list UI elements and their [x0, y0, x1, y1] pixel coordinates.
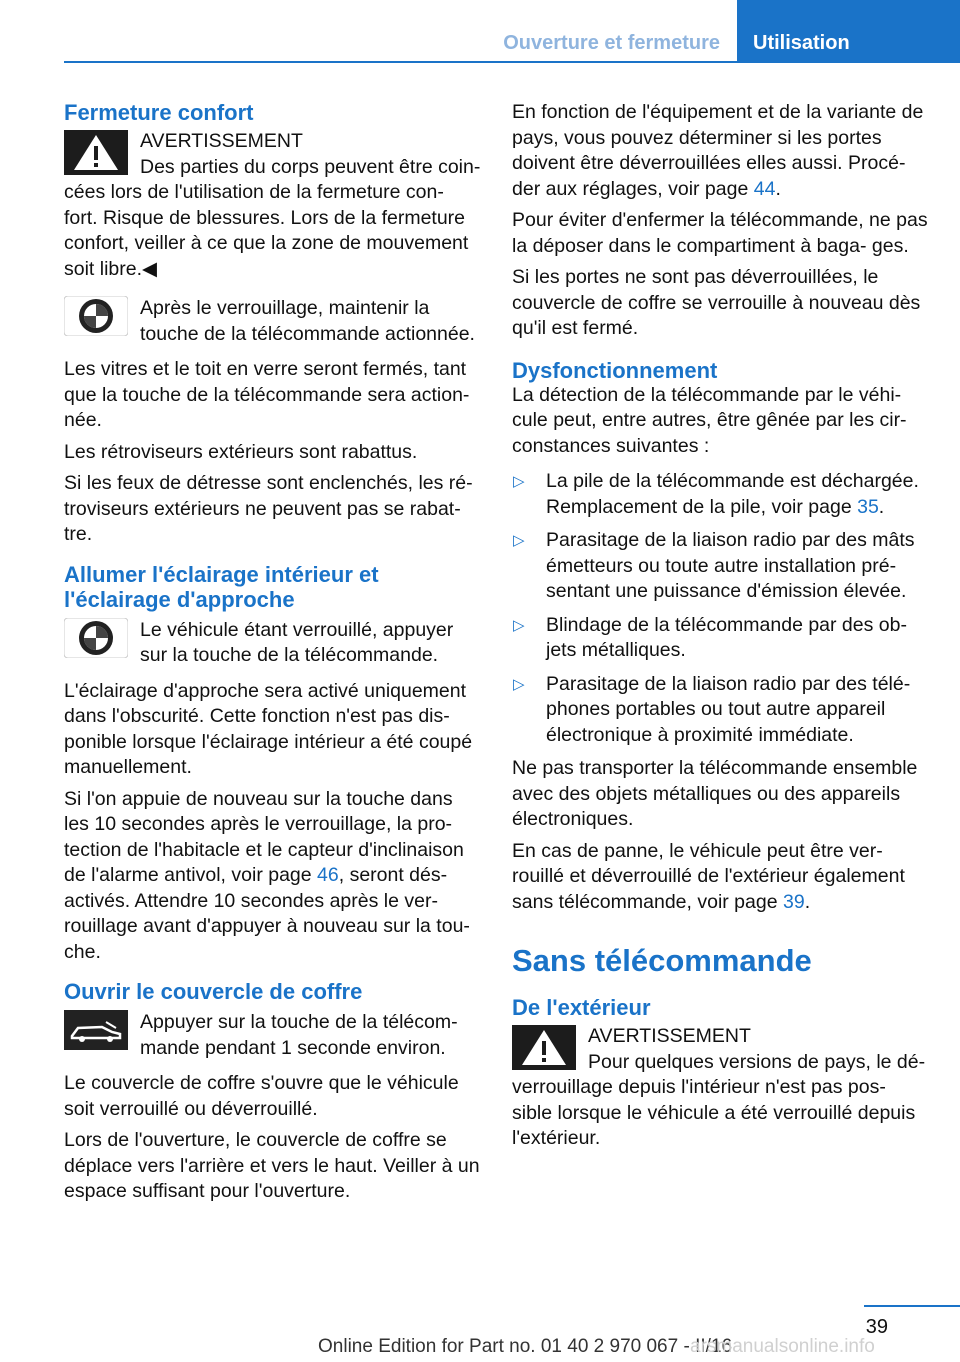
- warning-text-first-line: Des parties du corps peuvent être coin‐: [140, 155, 481, 178]
- paragraph: Si les feux de détresse sont enclenchés, les ré‐ troviseurs extérieurs ne peuvent pas se rabat‐ tre.: [64, 472, 473, 545]
- paragraph: Ne pas transporter la télécommande ensemble avec des objets métalliques ou des appareils électroniques.: [512, 757, 918, 830]
- list-item: [512, 469, 930, 520]
- warning-text: cées lors de l'utilisation de la fermeture con‐ fort. Risque de blessures. Lors de la fermeture confort, veiller à ce que la zone de mouvement soit libre.◀: [64, 181, 469, 280]
- list-item-text: .: [878, 495, 885, 518]
- warning-triangle-icon: [64, 130, 128, 175]
- warning-triangle-icon: [512, 1025, 576, 1070]
- paragraph: Si les portes ne sont pas déverrouillées, le couvercle de coffre se verrouille à nouveau dès qu'il est fermé.: [512, 266, 921, 339]
- page-number: 39: [865, 1316, 888, 1338]
- paragraph: Pour éviter d'enfermer la télécommande, ne pas la déposer dans le compartiment à baga‐ ges.: [512, 209, 928, 257]
- warning-text: verrouillage depuis l'intérieur n'est pas pos‐ sible lorsque le véhicule a été verrouillé depuis l'extérieur.: [512, 1076, 916, 1149]
- paragraph: Lors de l'ouverture, le couvercle de coffre se déplace vers l'arrière et vers le haut. Veiller à un espace suffisant pour l'ouverture.: [64, 1129, 480, 1202]
- list-item: [512, 528, 930, 605]
- paragraph: La détection de la télécommande par le véhi‐ cule peut, entre autres, être gênée par les cir‐ constances suivantes :: [512, 383, 907, 457]
- malfunction-list: [512, 469, 930, 748]
- heading-allumer-eclairage: Allumer l'éclairage intérieur et l'éclairage d'approche: [64, 561, 379, 612]
- bmw-logo-icon: [64, 618, 128, 658]
- heading-ouvrir-coffre: Ouvrir le couvercle de coffre: [64, 979, 363, 1004]
- paragraph: [64, 787, 482, 966]
- paragraph: [512, 100, 930, 202]
- list-item-text: Blindage de la télécommande par des ob‐ jets métalliques.: [546, 613, 907, 661]
- remote-instruction-3-text: Appuyer sur la touche de la télécom‐ mande pendant 1 seconde environ.: [140, 1011, 458, 1059]
- list-item: [512, 613, 930, 664]
- list-item-text: La pile de la télécommande est déchargée. Remplacement de la pile, voir page: [546, 470, 919, 518]
- header-chapter-tab: Utilisation: [737, 0, 960, 61]
- bullet-triangle-icon: ▷: [513, 675, 525, 693]
- remote-instruction-2-text: Le véhicule étant verrouillé, appuyer sur la touche de la télécommande.: [140, 618, 454, 666]
- page-link-44[interactable]: 44: [753, 177, 776, 200]
- paragraph: L'éclairage d'approche sera activé uniquement dans l'obscurité. Cette fonction n'est pas dis‐ ponible lorsque l'éclairage intérieur a été coupé manuellement.: [64, 679, 473, 778]
- remote-instruction-1: [64, 296, 482, 347]
- paragraph: Le couvercle de coffre s'ouvre que le véhicule soit verrouillé ou déverrouillé.: [64, 1072, 459, 1120]
- paragraph-text: En cas de panne, le véhicule peut être ver‐ rouillé et déverrouillé de l'extérieur également sans télécommande, voir page: [512, 839, 905, 913]
- warning-text-first-line: Pour quelques versions de pays, le dé‐: [588, 1050, 926, 1073]
- paragraph-text: , seront dés‐ activés. Attendre 10 secondes après le ver‐ rouillage avant d'appuyer à nouveau sur la tou‐ che.: [64, 864, 470, 963]
- page-link-46[interactable]: 46: [317, 864, 339, 886]
- left-column: [64, 100, 482, 1211]
- list-item-text: Parasitage de la liaison radio par des mâts émetteurs ou toute autre installation pré‐ sentant une puissance d'émission élevée.: [546, 529, 915, 602]
- paragraph-text: .: [775, 177, 781, 200]
- right-column: [512, 100, 930, 1158]
- warning-title: AVERTISSEMENT: [588, 1025, 751, 1047]
- remote-instruction-2: [64, 618, 482, 669]
- bmw-logo-icon: [64, 296, 128, 336]
- heading-sans-telecommande: Sans télécommande: [512, 943, 812, 978]
- paragraph-text: .: [804, 890, 811, 913]
- page-link-35[interactable]: 35: [857, 495, 879, 518]
- remote-instruction-1-text: Après le verrouillage, maintenir la touche de la télécommande actionnée.: [140, 297, 475, 345]
- bullet-triangle-icon: ▷: [513, 616, 525, 634]
- page-header: [0, 0, 960, 62]
- heading-dysfonctionnement: Dysfonctionnement: [512, 357, 718, 383]
- warning-block: [64, 129, 482, 180]
- heading-de-l-exterieur: De l'extérieur: [512, 995, 651, 1020]
- edition-footer: Online Edition for Part no. 01 40 2 970 067 - II/16: [318, 1336, 733, 1357]
- trunk-car-icon: [64, 1010, 128, 1050]
- heading-fermeture-confort: Fermeture confort: [64, 100, 254, 125]
- bullet-triangle-icon: ▷: [513, 532, 525, 549]
- paragraph: [512, 839, 930, 916]
- list-item: [512, 672, 930, 749]
- paragraph-text: Si l'on appuie de nouveau sur la touche dans les 10 secondes après le verrouillage, la pro‐ tection de l'habitacle et le capteur d'inclinaison de l'alarme antivol, voir page: [64, 787, 464, 886]
- header-section-title: Ouverture et fermeture: [503, 32, 720, 54]
- bullet-triangle-icon: ▷: [513, 473, 525, 490]
- remote-instruction-3: [64, 1010, 482, 1061]
- page-link-39[interactable]: 39: [782, 890, 805, 913]
- list-item-text: Parasitage de la liaison radio par des télé‐ phones portables ou tout autre appareil électronique à proximité immédiate.: [546, 672, 911, 746]
- warning-title: AVERTISSEMENT: [140, 130, 303, 152]
- footer-rule: [864, 1305, 960, 1307]
- paragraph-text: En fonction de l'équipement et de la variante de pays, vous pouvez déterminer si les portes doivent être déverrouillées elles aussi. Procé‐ der aux réglages, voir page: [512, 101, 924, 200]
- paragraph: Les rétroviseurs extérieurs sont rabattus.: [64, 440, 418, 463]
- watermark: arsmanualsonline.info: [690, 1336, 875, 1357]
- header-rule: [64, 61, 960, 63]
- warning-block: [512, 1024, 930, 1075]
- paragraph: Les vitres et le toit en verre seront fermés, tant que la touche de la télécommande sera action‐ née.: [64, 358, 470, 431]
